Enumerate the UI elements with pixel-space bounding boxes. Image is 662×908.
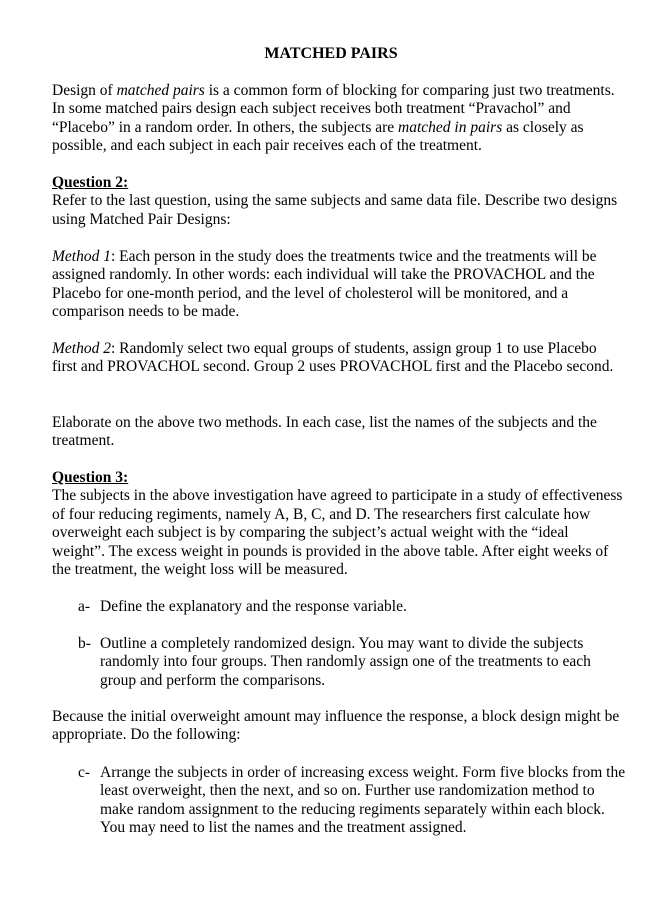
intro-text-3: as closely as possible, and each subject in each pair receives each of the treatment.: [52, 118, 584, 155]
item-b-label: b-: [78, 635, 91, 652]
item-a-label: a-: [78, 598, 91, 615]
intro-emphasis-2: matched in pairs: [398, 118, 503, 136]
item-c-text: Arrange the subjects in order of increasing excess weight. Form five blocks from the least overweight, then the next, and so on. Further use randomization method to make random assignment to the reducing regiments separately within each block. You may need to list the names and the treatment assigned.: [100, 764, 626, 837]
question-3-item-b: [78, 635, 626, 690]
method-2-text: : Randomly select two equal groups of students, assign group 1 to use Placebo first and PROVACHOL second. Group 2 uses PROVACHOL first and the Placebo second.: [52, 340, 614, 376]
intro-text-2: is a common form of blocking for comparing just two treatments. In some matched pairs design each subject receives both treatment “Pravachol” and “Placebo” in a random order. In others, the subjects are: [52, 82, 615, 136]
question-3-item-c: [78, 764, 626, 838]
question-2-text: Refer to the last question, using the same subjects and same data file. Describe two designs using Matched Pair Designs:: [52, 192, 618, 228]
question-3-section: [52, 469, 624, 579]
intro-emphasis-1: matched pairs: [116, 82, 205, 99]
block-design-paragraph: [52, 708, 624, 745]
question-3-text: The subjects in the above investigation have agreed to participate in a study of effectiveness of four reducing regiments, namely A, B, C, and D. The researchers first calculate how overweight each subject is by comparing the subject’s actual weight with the “ideal weight”. The excess weight in pounds is provided in the above table. After eight weeks of the treatment, the weight loss will be measured.: [52, 487, 623, 579]
page-title: MATCHED PAIRS: [264, 45, 398, 62]
method-2-label: Method 2: [52, 340, 111, 357]
question-2-section: [52, 174, 624, 229]
intro-paragraph: [52, 82, 624, 156]
method-1-label: Method 1: [52, 248, 111, 265]
question-3-heading: Question 3:: [52, 469, 129, 486]
method-1-paragraph: [52, 248, 624, 322]
method-2-paragraph: [52, 340, 624, 377]
item-b-text: Outline a completely randomized design. You may want to divide the subjects randomly into four groups. Then randomly assign one of the treatments to each group and perform the comparisons.: [100, 635, 591, 689]
item-c-label: c-: [78, 764, 91, 781]
question-2-heading: Question 2:: [52, 174, 129, 191]
question-3-item-a: [78, 598, 626, 616]
elaborate-paragraph: [52, 414, 624, 451]
elaborate-text: Elaborate on the above two methods. In each case, list the names of the subjects and the treatment.: [52, 414, 597, 450]
method-1-text: : Each person in the study does the treatments twice and the treatments will be assigned randomly. In other words: each individual will take the PROVACHOL and the Placebo for one-month period, and the level of cholesterol will be monitored, and a comparison needs to be made.: [52, 248, 597, 321]
intro-text-1: Design of: [52, 82, 117, 99]
block-design-text: Because the initial overweight amount may influence the response, a block design might be appropriate. Do the following:: [52, 708, 620, 744]
item-a-text: Define the explanatory and the response variable.: [100, 598, 407, 615]
